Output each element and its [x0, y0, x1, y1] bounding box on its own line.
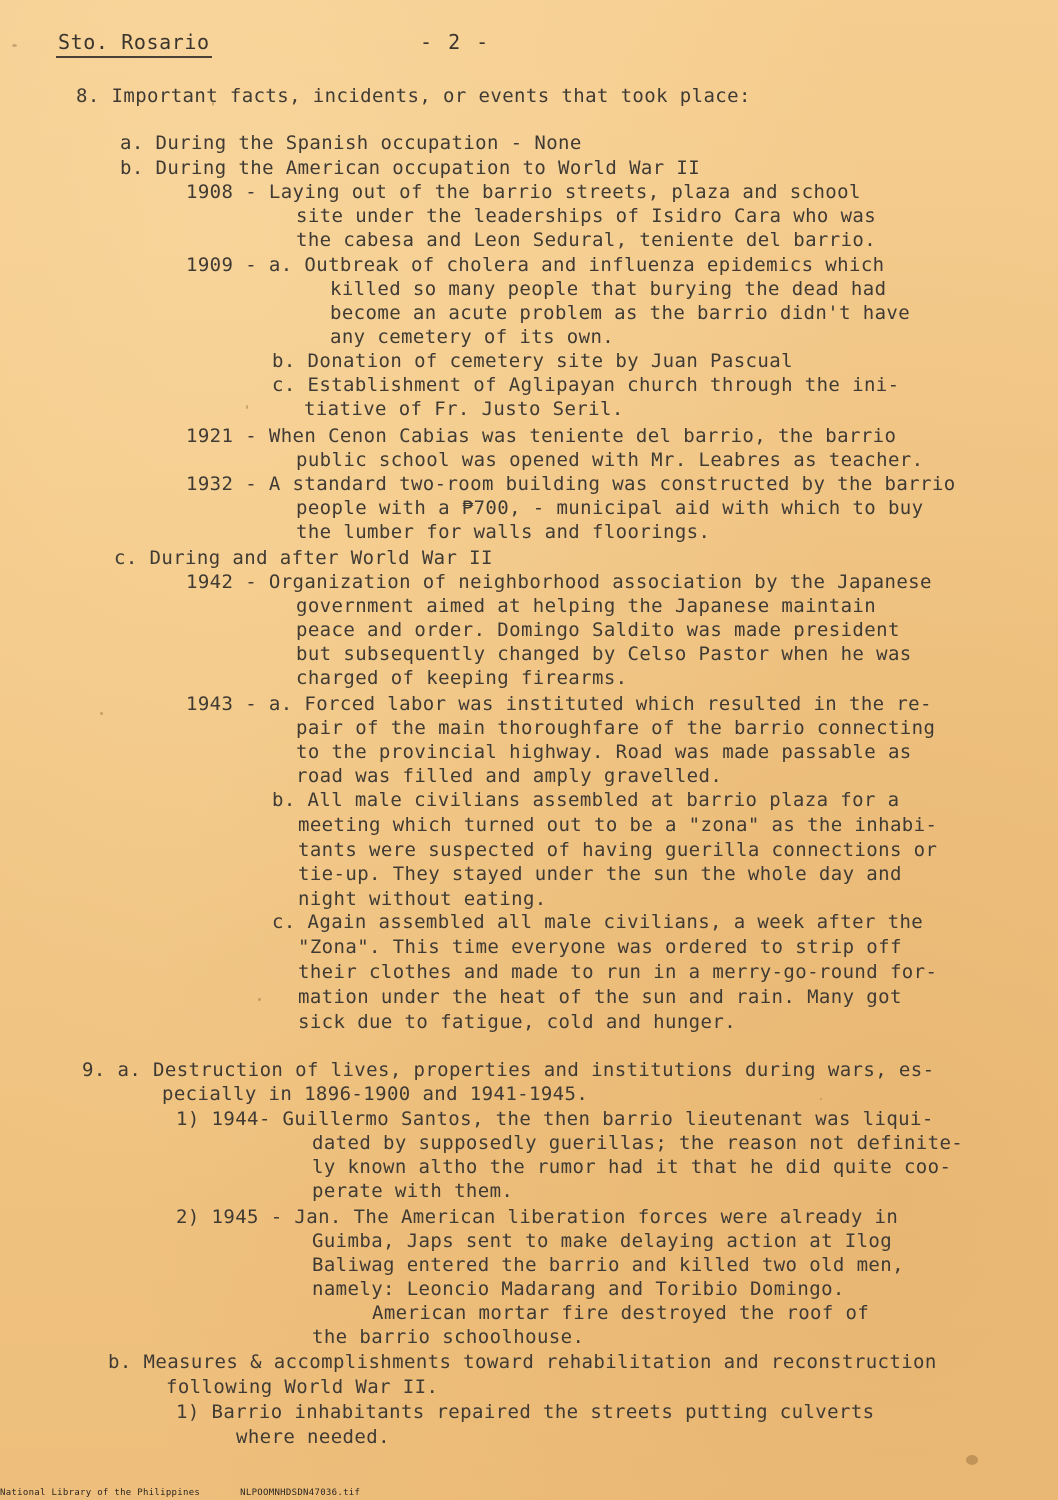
text-line: people with a ₱700, - municipal aid with which to buy	[296, 497, 924, 519]
text-line: the cabesa and Leon Sedural, teniente del barrio.	[296, 229, 877, 251]
text-line: tiative of Fr. Justo Seril.	[304, 398, 624, 420]
text-line: c. During and after World War II	[114, 547, 493, 569]
text-line: to the provincial highway. Road was made passable as	[296, 741, 912, 763]
text-line: b. All male civilians assembled at barrio plaza for a	[272, 789, 900, 811]
paper-speck	[100, 712, 103, 715]
text-line: 1943 - a. Forced labor was instituted which resulted in the re-	[186, 693, 932, 715]
text-line: road was filled and amply gravelled.	[296, 765, 723, 787]
section-9-heading: 9. a. Destruction of lives, properties and institutions during wars, es-	[82, 1059, 935, 1081]
text-line: the lumber for walls and floorings.	[296, 521, 711, 543]
text-line: dated by supposedly guerillas; the reason not definite-	[312, 1132, 964, 1154]
section-8-heading: 8. Important facts, incidents, or events that took place:	[76, 85, 751, 107]
text-line: become an acute problem as the barrio didn't have	[330, 302, 911, 324]
header-underline	[56, 56, 212, 58]
text-line: peace and order. Domingo Saldito was made president	[296, 619, 900, 641]
paper-speck	[12, 44, 17, 47]
text-line: 1) 1944- Guillermo Santos, the then barrio lieutenant was liqui-	[176, 1108, 934, 1130]
text-line: 1921 - When Cenon Cabias was teniente del barrio, the barrio	[186, 425, 897, 447]
text-line: 1909 - a. Outbreak of cholera and influenza epidemics which	[186, 254, 885, 276]
text-line: public school was opened with Mr. Leabres as teacher.	[296, 449, 924, 471]
text-line: ly known altho the rumor had it that he did quite coo-	[312, 1156, 952, 1178]
text-line: tie-up. They stayed under the sun the whole day and	[298, 863, 902, 885]
text-line: charged of keeping firearms.	[296, 667, 628, 689]
text-line: namely: Leoncio Madarang and Toribio Domingo.	[312, 1278, 845, 1300]
text-line: b. Donation of cemetery site by Juan Pascual	[272, 350, 793, 372]
text-line: c. Establishment of Aglipayan church through the ini-	[272, 374, 900, 396]
paper-speck	[212, 100, 214, 106]
text-line: American mortar fire destroyed the roof of	[372, 1302, 870, 1324]
text-line: where needed.	[236, 1426, 390, 1448]
text-line: pair of the main thoroughfare of the barrio connecting	[296, 717, 936, 739]
text-line: "Zona". This time everyone was ordered to strip off	[298, 936, 902, 958]
text-line: site under the leaderships of Isidro Cara who was	[296, 205, 877, 227]
text-line: killed so many people that burying the dead had	[330, 278, 887, 300]
text-line: sick due to fatigue, cold and hunger.	[298, 1011, 737, 1033]
text-line: tants were suspected of having guerilla connections or	[298, 839, 938, 861]
text-line: Guimba, Japs sent to make delaying action at Ilog	[312, 1230, 893, 1252]
text-line: the barrio schoolhouse.	[312, 1326, 585, 1348]
text-line: but subsequently changed by Celso Pastor when he was	[296, 643, 912, 665]
paper-speck	[258, 998, 261, 1001]
text-line: a. During the Spanish occupation - None	[120, 132, 582, 154]
page-number: - 2 -	[420, 30, 491, 54]
text-line: their clothes and made to run in a merry-go-round for-	[298, 961, 938, 983]
text-line: any cemetery of its own.	[330, 326, 615, 348]
text-line: perate with them.	[312, 1180, 514, 1202]
text-line: following World War II.	[166, 1376, 439, 1398]
text-line: b. Measures & accomplishments toward rehabilitation and reconstruction	[108, 1351, 937, 1373]
text-line: 1932 - A standard two-room building was constructed by the barrio	[186, 473, 956, 495]
paper-speck	[820, 1098, 822, 1100]
text-line: 1) Barrio inhabitants repaired the streets putting culverts	[176, 1401, 875, 1423]
barrio-name-header: Sto. Rosario	[58, 30, 210, 54]
text-line: 1942 - Organization of neighborhood association by the Japanese	[186, 571, 932, 593]
paper-speck	[966, 1455, 978, 1465]
library-credit: National Library of the Philippines	[0, 1488, 201, 1498]
text-line: mation under the heat of the sun and rain. Many got	[298, 986, 902, 1008]
archive-footer	[0, 1488, 360, 1498]
file-name: NLPOOMNHDSDN47036.tif	[240, 1488, 361, 1498]
text-line: c. Again assembled all male civilians, a week after the	[272, 911, 924, 933]
text-line: pecially in 1896-1900 and 1941-1945.	[162, 1083, 589, 1105]
text-line: Baliwag entered the barrio and killed two old men,	[312, 1254, 904, 1276]
text-line: night without eating.	[298, 888, 547, 910]
text-line: 2) 1945 - Jan. The American liberation forces were already in	[176, 1206, 899, 1228]
text-line: government aimed at helping the Japanese maintain	[296, 595, 877, 617]
text-line: 1908 - Laying out of the barrio streets, plaza and school	[186, 181, 861, 203]
text-line: b. During the American occupation to World War II	[120, 157, 701, 179]
paper-speck	[246, 405, 248, 409]
text-line: meeting which turned out to be a "zona" as the inhabi-	[298, 814, 938, 836]
